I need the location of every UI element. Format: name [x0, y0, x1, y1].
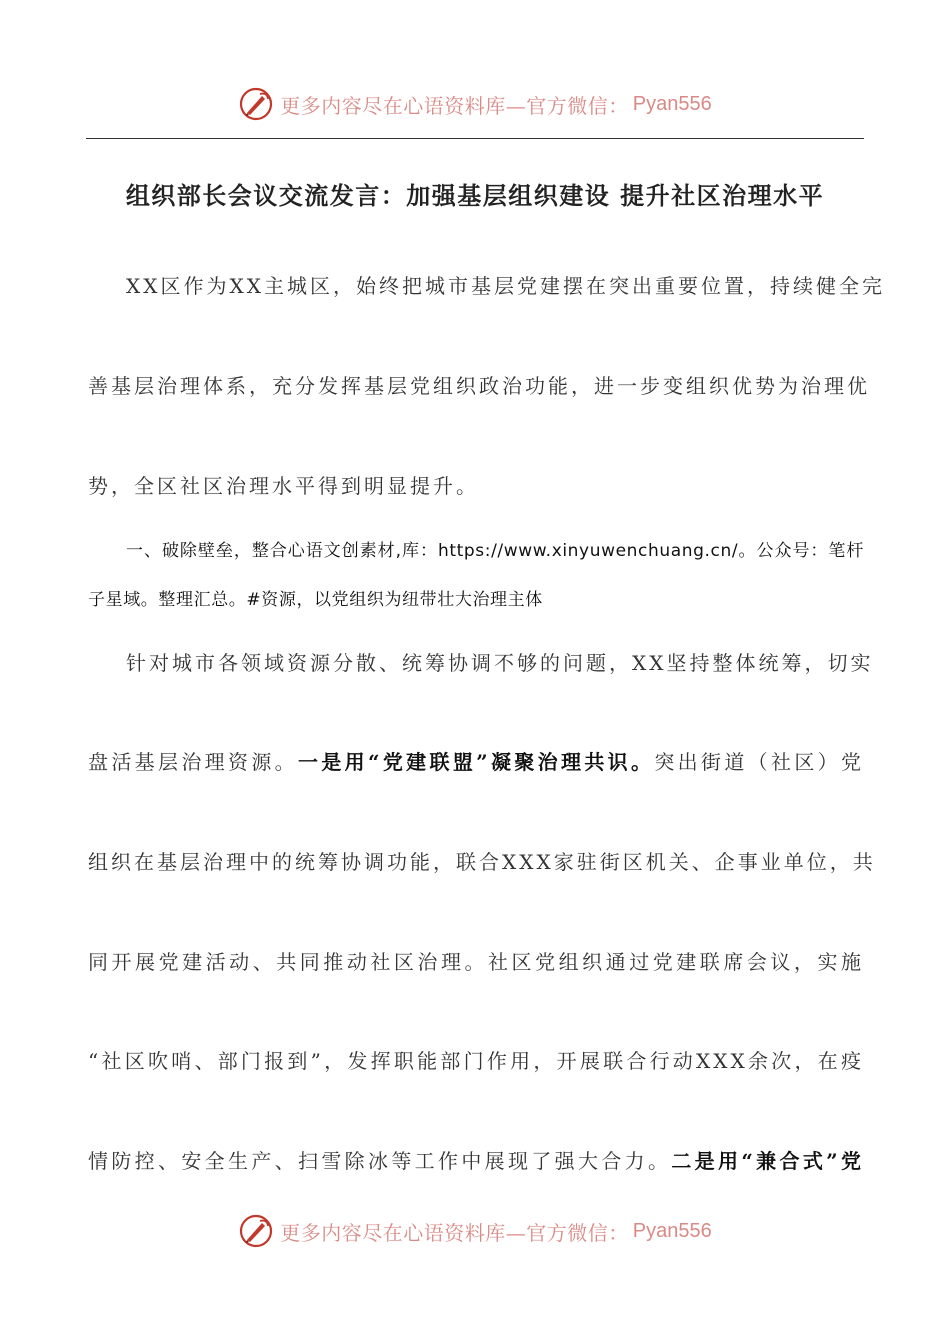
- para1-line1: XX区作为XX主城区，始终把城市基层党建摆在突出重要位置，持续健全完: [126, 274, 885, 298]
- para2-line6-part-a: 情防控、安全生产、扫雪除冰等工作中展现了强大合力。: [88, 1149, 672, 1173]
- header-banner-wechat-id: Pyan556: [632, 92, 712, 115]
- para1-line3: 势，全区社区治理水平得到明显提升。: [88, 474, 479, 498]
- header-banner-text: 更多内容尽在心语资料库—官方微信：: [280, 93, 629, 118]
- section1-line2: 子星域。整理汇总。#资源，以党组织为纽带壮大治理主体: [88, 590, 543, 610]
- para2-line5: “社区吹哨、部门报到”，发挥职能部门作用，开展联合行动XXX余次，在疫: [88, 1049, 864, 1073]
- para2-line3: 组织在基层治理中的统筹协调功能，联合XXX家驻街区机关、企事业单位，共: [88, 850, 876, 874]
- pen-logo-icon: [238, 86, 274, 122]
- document-title: 组织部长会议交流发言：加强基层组织建设 提升社区治理水平: [125, 181, 825, 210]
- pen-logo-icon: [238, 1213, 274, 1249]
- footer-banner-wechat-id: Pyan556: [632, 1219, 712, 1242]
- para2-bold-point-one: 一是用“党建联盟”凝聚治理共识。: [298, 750, 655, 774]
- para2-line6: [88, 1147, 864, 1175]
- para1-line2: 善基层治理体系，充分发挥基层党组织政治功能，进一步变组织优势为治理优: [88, 374, 870, 398]
- section1-line1: 一、破除壁垒，整合心语文创素材,库：https://www.xinyuwenchuang.cn/。公众号：笔杆: [126, 541, 864, 561]
- footer-banner-text: 更多内容尽在心语资料库—官方微信：: [280, 1220, 629, 1245]
- para2-bold-point-two: 二是用“兼合式”党: [671, 1149, 864, 1173]
- para2-line1: 针对城市各领域资源分散、统筹协调不够的问题，XX坚持整体统筹，切实: [126, 651, 874, 675]
- footer-banner: [0, 1211, 950, 1251]
- para2-line2-part-a: 盘活基层治理资源。: [88, 750, 298, 774]
- para2-line2: [88, 748, 864, 776]
- para2-line2-part-c: 突出街道（社区）党: [654, 750, 865, 774]
- para2-line4: 同开展党建活动、共同推动社区治理。社区党组织通过党建联席会议，实施: [88, 950, 864, 974]
- header-divider: [86, 138, 864, 139]
- header-banner: [0, 84, 950, 124]
